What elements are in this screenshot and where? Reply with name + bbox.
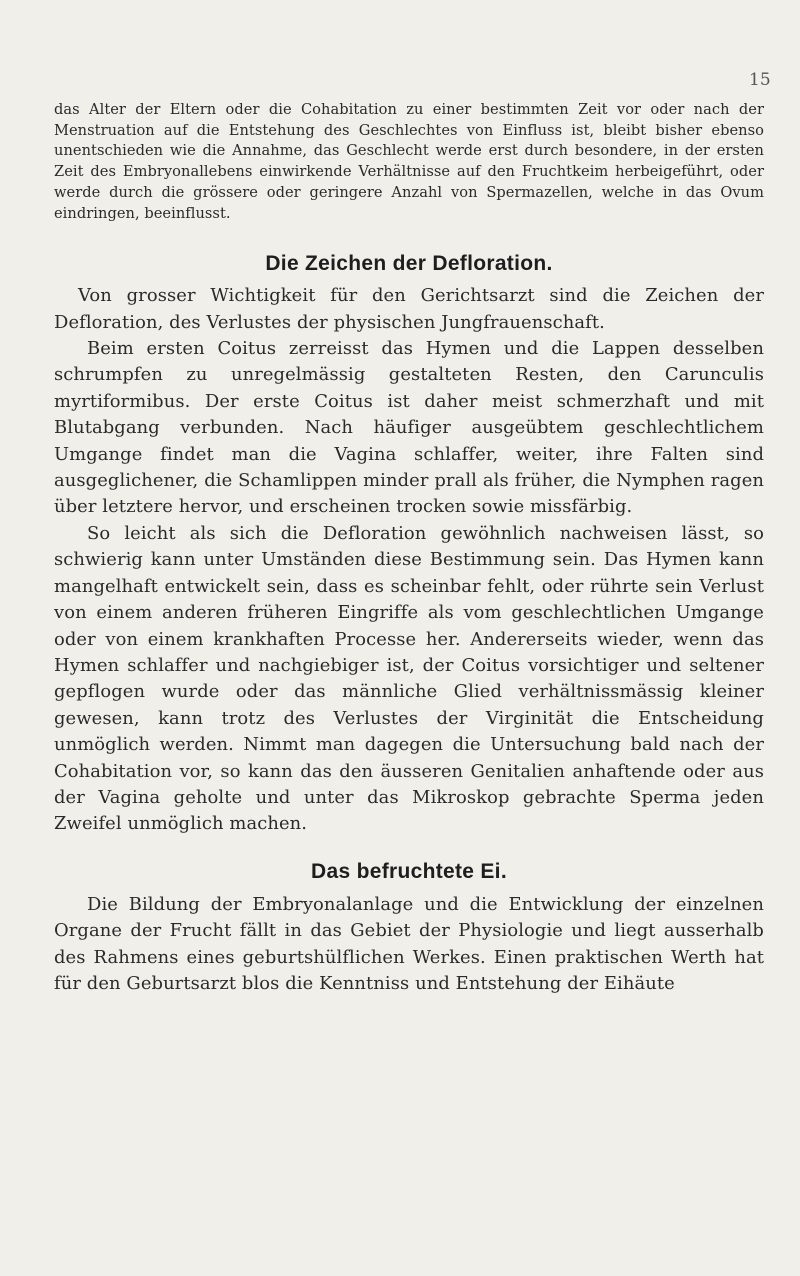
section-heading-befruchtete-ei: Das befruchtete Ei. — [311, 859, 507, 883]
paragraph: Beim ersten Coitus zerreisst das Hymen und die Lappen desselben schrumpfen zu unregelmässig gestalteten Resten, den Carunculis myrtiformibus. Der erste Coitus ist daher meist schmerzhaft und mit Blutabgang verbunden. Nach häufiger ausgeübtem geschlechtlichem Umgange findet man die Vagina schlaffer, weiter, ihre Falten sind ausgeglichener, die Schamlippen minder prall als früher, die Nymphen ragen über letztere hervor, und erscheinen trocken sowie missfärbig. — [54, 338, 764, 518]
page-number: 15 — [749, 70, 771, 90]
section-body-defloration — [54, 283, 764, 838]
paragraph: So leicht als sich die Defloration gewöhnlich nachweisen lässt, so schwierig kann unter Umständen diese Bestimmung sein. Das Hymen kann mangelhaft entwickelt sein, dass es scheinbar fehlt, oder rührte sein Verlust von einem anderen früheren Eingriffe als vom geschlechtlichen Umgange oder von einem krankhaften Processe her. Andererseits wieder, wenn das Hymen schlaffer und nachgiebiger ist, der Coitus vorsichtiger und seltener gepflogen wurde oder das männliche Glied verhältnissmässig kleiner gewesen, kann trotz des Verlustes der Virginität die Entscheidung unmöglich werden. Nimmt man dagegen die Untersuchung bald nach der Cohabitation vor, so kann das den äusseren Genitalien anhaftende oder aus der Vagina geholte und unter das Mikroskop gebrachte Sperma jeden Zweifel unmöglich machen. — [54, 522, 764, 835]
page-content — [54, 100, 764, 997]
paragraph: Von grosser Wichtigkeit für den Gerichtsarzt sind die Zeichen der Defloration, des Verlustes der physischen Jungfrauenschaft. — [54, 285, 764, 333]
section-heading-defloration: Die Zeichen der Defloration. — [265, 252, 553, 276]
intro-block — [54, 100, 764, 224]
intro-paragraph: das Alter der Eltern oder die Cohabitation zu einer bestimmten Zeit vor oder nach der Menstruation auf die Entstehung des Geschlechtes von Einfluss ist, bleibt bisher ebenso unentschieden wie die Annahme, das Geschlecht werde erst durch besondere, in der ersten Zeit des Embryonallebens einwirkende Verhältnisse auf den Fruchtkeim herbeigeführt, oder werde durch die grössere oder geringere Anzahl von Spermazellen, welche in das Ovum eindringen, beeinflusst. — [54, 101, 764, 222]
section-body-befruchtete-ei — [54, 892, 764, 998]
paragraph: Die Bildung der Embryonalanlage und die Entwicklung der einzelnen Organe der Frucht fällt in das Gebiet der Physiologie und liegt ausserhalb des Rahmens eines geburtshülflichen Werkes. Einen praktischen Werth hat für den Geburtsarzt blos die Kenntniss und Entstehung der Eihäute — [54, 893, 764, 994]
